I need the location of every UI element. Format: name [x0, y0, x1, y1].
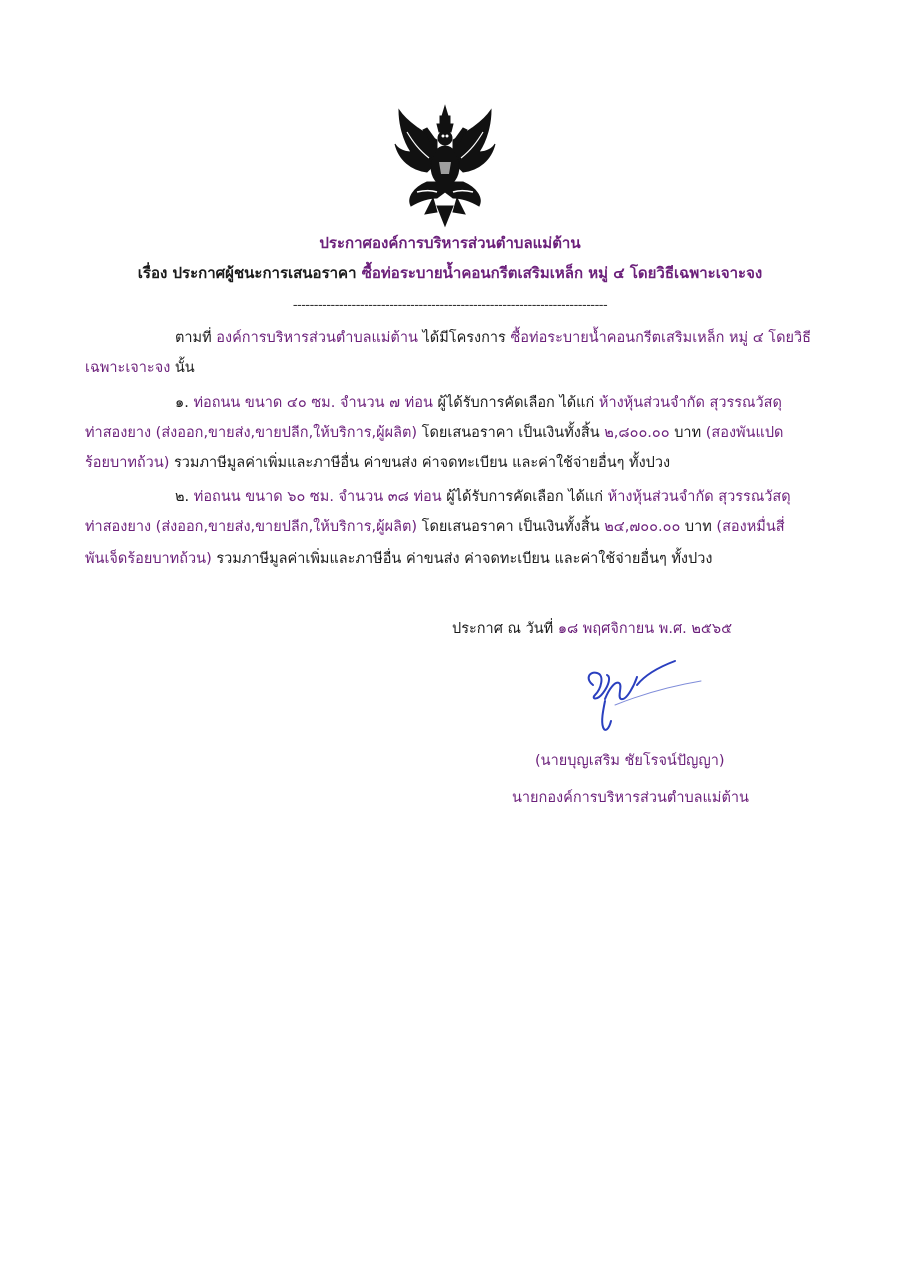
item-text: รวมภาษีมูลค่าเพิ่มและภาษีอื่น ค่าขนส่ง ค่าจดทะเบียน และค่าใช้จ่ายอื่นๆ ทั้งปวง — [169, 455, 671, 471]
subject-prefix: เรื่อง ประกาศผู้ชนะการเสนอราคา — [137, 264, 362, 282]
item-description: ท่อถนน ขนาด ๔๐ ซม. จำนวน ๗ ท่อน — [193, 395, 433, 411]
intro-line-1 — [175, 328, 811, 348]
divider-line: --------------------------------------------------------------------------- — [292, 298, 608, 313]
item-text: ผู้ได้รับการคัดเลือก ได้แก่ — [441, 489, 608, 505]
title-text: ประกาศองค์การบริหารส่วนตำบลแม่ต้าน — [319, 234, 581, 252]
project-method: เฉพาะเจาะจง — [85, 360, 171, 376]
signer-name: (นายบุญเสริม ชัยโรจน์ปัญญา) — [535, 753, 725, 769]
item-number: ๒. — [175, 489, 194, 505]
vendor-name: ห้างหุ้นส่วนจำกัด สุวรรณวัสดุ — [607, 489, 791, 505]
item2-line-2 — [85, 517, 785, 537]
item-text: บาท — [669, 425, 706, 441]
garuda-emblem-icon — [393, 102, 497, 230]
date-label: ประกาศ ณ วันที่ — [452, 621, 558, 637]
price-in-words: (สองพันแปด — [705, 425, 784, 441]
item-number: ๑. — [175, 395, 194, 411]
signer-position: นายกองค์การบริหารส่วนตำบลแม่ต้าน — [512, 790, 749, 806]
item-text: รวมภาษีมูลค่าเพิ่มและภาษีอื่น ค่าขนส่ง ค่าจดทะเบียน และค่าใช้จ่ายอื่นๆ ทั้งปวง — [211, 551, 713, 567]
price-in-words: พันเจ็ดร้อยบาทถ้วน) — [85, 551, 212, 567]
item-text: โดยเสนอราคา เป็นเงินทั้งสิ้น — [417, 425, 605, 441]
price-in-words: ร้อยบาทถ้วน) — [85, 455, 170, 471]
item-text: ผู้ได้รับการคัดเลือก ได้แก่ — [432, 395, 599, 411]
document-title — [0, 231, 900, 255]
item1-line-3 — [85, 453, 670, 473]
announcement-date — [452, 617, 732, 640]
project-name: ซื้อท่อระบายน้ำคอนกรีตเสริมเหล็ก หมู่ ๔ โดยวิธี — [510, 330, 812, 346]
price-amount: ๒,๘๐๐.๐๐ — [604, 425, 670, 441]
subject-accent: ซื้อท่อระบายน้ำคอนกรีตเสริมเหล็ก หมู่ ๔ โดยวิธีเฉพาะเจาะจง — [361, 264, 763, 282]
vendor-name: ท่าสองยาง (ส่งออก,ขายส่ง,ขายปลีก,ให้บริการ,ผู้ผลิต) — [85, 425, 418, 441]
item1-line-2 — [85, 423, 783, 443]
handwritten-signature — [575, 655, 705, 740]
vendor-name: ห้างหุ้นส่วนจำกัด สุวรรณวัสดุ — [598, 395, 782, 411]
date-value: ๑๘ พฤศจิกายน พ.ศ. ๒๕๖๕ — [557, 621, 733, 637]
intro-text: ตามที่ — [175, 330, 217, 346]
organization-name: องค์การบริหารส่วนตำบลแม่ต้าน — [216, 330, 418, 346]
item-text: โดยเสนอราคา เป็นเงินทั้งสิ้น — [417, 519, 605, 535]
intro-text: ได้มีโครงการ — [417, 330, 511, 346]
vendor-name: ท่าสองยาง (ส่งออก,ขายส่ง,ขายปลีก,ให้บริการ,ผู้ผลิต) — [85, 519, 418, 535]
item2-line-1 — [175, 487, 791, 507]
price-in-words: (สองหมื่นสี่ — [716, 519, 785, 535]
price-amount: ๒๔,๗๐๐.๐๐ — [604, 519, 681, 535]
item2-line-3 — [85, 549, 712, 569]
intro-line-2 — [85, 358, 195, 378]
intro-text: นั้น — [170, 360, 195, 376]
document-subject — [0, 261, 900, 285]
item1-line-1 — [175, 393, 782, 413]
item-text: บาท — [680, 519, 717, 535]
item-description: ท่อถนน ขนาด ๖๐ ซม. จำนวน ๓๘ ท่อน — [193, 489, 442, 505]
